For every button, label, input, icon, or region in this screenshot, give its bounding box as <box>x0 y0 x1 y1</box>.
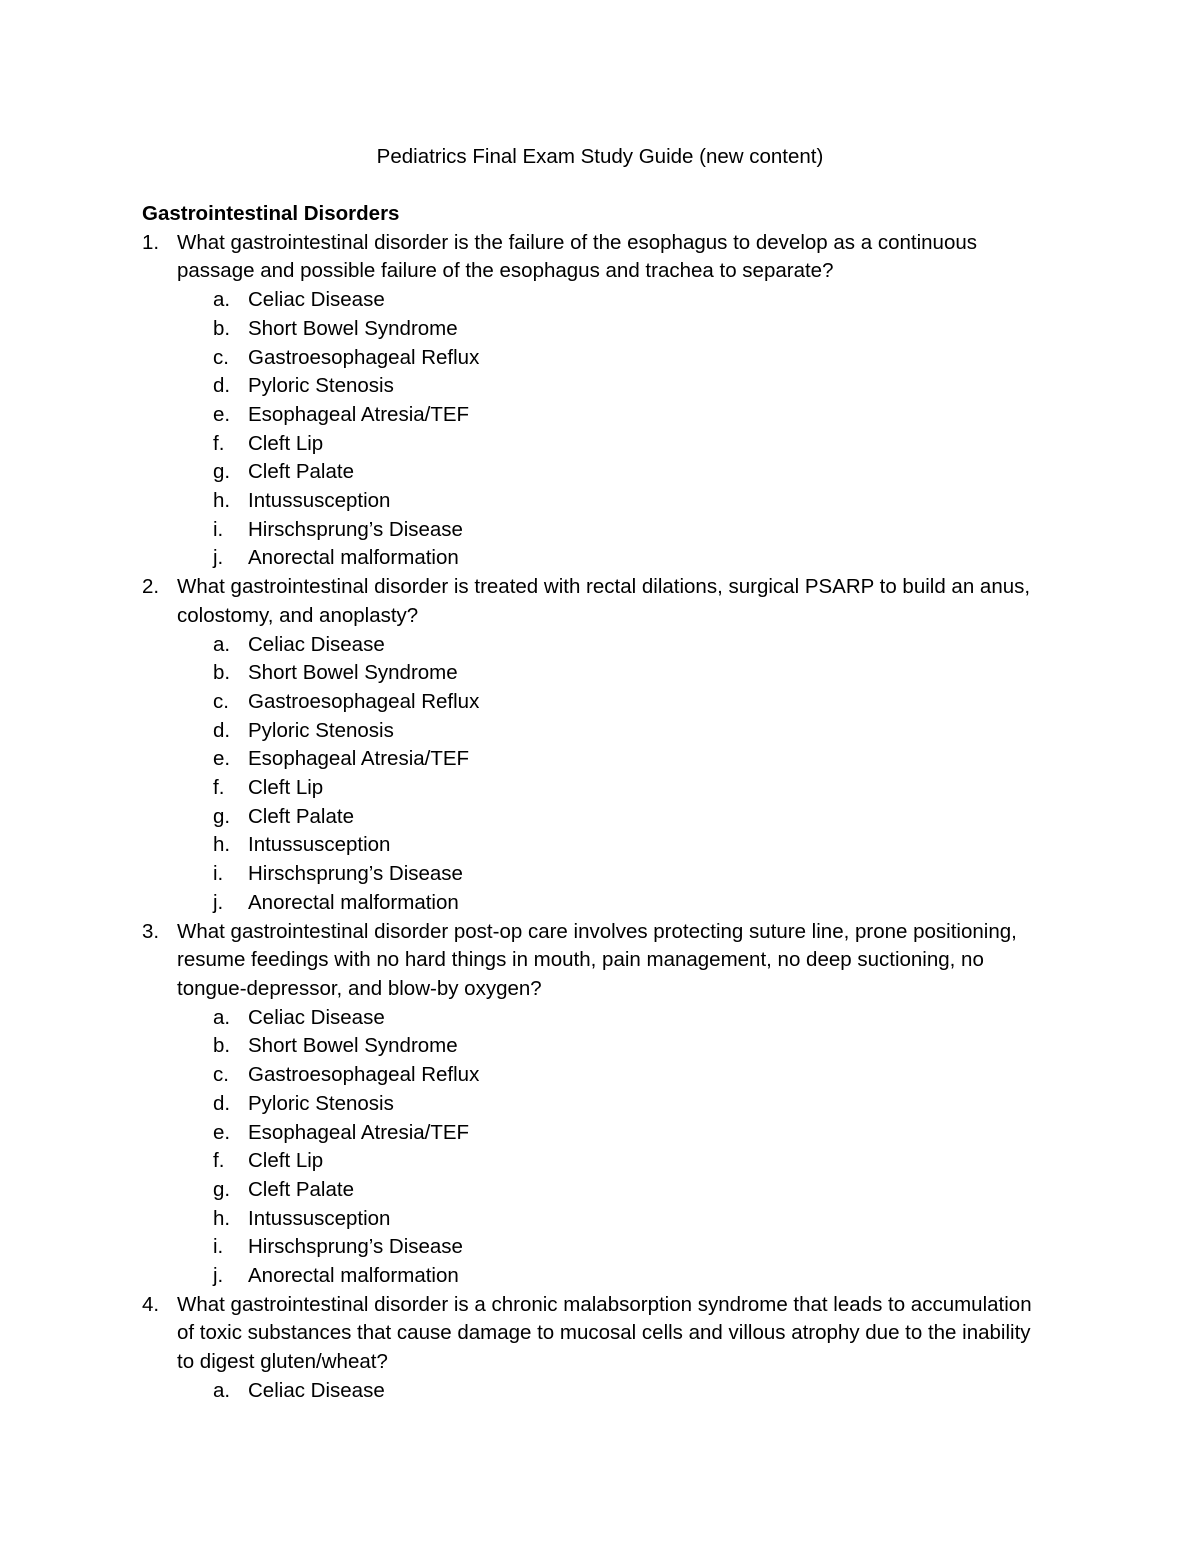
option-item <box>213 1090 1042 1119</box>
option-letter: g. <box>213 804 231 828</box>
option-item <box>213 487 1042 516</box>
option-item <box>213 717 1042 746</box>
option-item <box>213 458 1042 487</box>
option-letter: a. <box>213 288 231 312</box>
option-text: Gastroesophageal Reflux <box>248 345 480 369</box>
question-list <box>142 229 1042 1406</box>
option-item <box>213 372 1042 401</box>
option-letter: g. <box>213 460 231 484</box>
option-item <box>213 1176 1042 1205</box>
option-text: Short Bowel Syndrome <box>248 1034 458 1058</box>
option-item <box>213 1032 1042 1061</box>
option-letter: d. <box>213 374 231 398</box>
option-text: Intussusception <box>248 1206 391 1230</box>
option-item <box>213 860 1042 889</box>
option-letter: a. <box>213 1005 231 1029</box>
option-list <box>177 1004 1042 1291</box>
option-item <box>213 1205 1042 1234</box>
option-item <box>213 1262 1042 1291</box>
option-item <box>213 1061 1042 1090</box>
question-number: 4. <box>142 1292 160 1316</box>
option-text: Cleft Lip <box>248 1149 324 1173</box>
option-letter: e. <box>213 1120 231 1144</box>
option-item <box>213 516 1042 545</box>
option-letter: c. <box>213 1063 229 1087</box>
option-letter: j. <box>213 1264 224 1288</box>
option-text: Esophageal Atresia/TEF <box>248 402 470 426</box>
option-text: Anorectal malformation <box>248 546 459 570</box>
option-item <box>213 315 1042 344</box>
option-item <box>213 803 1042 832</box>
question-2 <box>142 573 1042 917</box>
option-item <box>213 1233 1042 1262</box>
option-text: Cleft Palate <box>248 1177 354 1201</box>
option-letter: j. <box>213 546 224 570</box>
option-item <box>213 544 1042 573</box>
option-text: Pyloric Stenosis <box>248 374 394 398</box>
question-text: What gastrointestinal disorder post-op care involves protecting suture line, prone positioning, resume feedings with no hard things in mouth, pain management, no deep suctioning, no tongue-depressor, and blow-by oxygen? <box>177 919 1017 1000</box>
option-text: Celiac Disease <box>248 1005 385 1029</box>
option-letter: d. <box>213 1091 231 1115</box>
option-letter: h. <box>213 1206 231 1230</box>
option-letter: i. <box>213 1235 224 1259</box>
document-title: Pediatrics Final Exam Study Guide (new content) <box>376 145 824 168</box>
option-letter: a. <box>213 632 231 656</box>
option-item <box>213 1004 1042 1033</box>
option-item <box>213 286 1042 315</box>
option-letter: f. <box>213 431 225 455</box>
option-text: Intussusception <box>248 833 391 857</box>
question-number: 1. <box>142 230 160 254</box>
question-3 <box>142 918 1042 1291</box>
option-letter: b. <box>213 1034 231 1058</box>
option-text: Cleft Palate <box>248 460 354 484</box>
option-text: Esophageal Atresia/TEF <box>248 747 470 771</box>
option-list <box>177 286 1042 573</box>
option-item <box>213 631 1042 660</box>
option-item <box>213 1147 1042 1176</box>
section-heading: Gastrointestinal Disorders <box>142 202 400 225</box>
option-letter: d. <box>213 718 231 742</box>
option-text: Anorectal malformation <box>248 1264 459 1288</box>
question-1 <box>142 229 1042 573</box>
option-text: Gastroesophageal Reflux <box>248 689 480 713</box>
option-item <box>213 831 1042 860</box>
option-letter: b. <box>213 661 231 685</box>
option-letter: i. <box>213 517 224 541</box>
option-item <box>213 889 1042 918</box>
document-content <box>142 200 1042 1406</box>
option-text: Anorectal malformation <box>248 890 459 914</box>
question-number: 2. <box>142 575 160 599</box>
option-letter: h. <box>213 489 231 513</box>
option-letter: c. <box>213 345 229 369</box>
option-item <box>213 1119 1042 1148</box>
option-letter: h. <box>213 833 231 857</box>
option-letter: c. <box>213 689 229 713</box>
option-letter: e. <box>213 402 231 426</box>
option-text: Pyloric Stenosis <box>248 1091 394 1115</box>
option-text: Gastroesophageal Reflux <box>248 1063 480 1087</box>
option-text: Cleft Lip <box>248 431 324 455</box>
question-number: 3. <box>142 919 160 943</box>
question-text: What gastrointestinal disorder is a chronic malabsorption syndrome that leads to accumulation of toxic substances that cause damage to mucosal cells and villous atrophy due to the inability to digest gluten/wheat? <box>177 1292 1032 1374</box>
question-4 <box>142 1291 1042 1406</box>
option-list <box>177 1377 1042 1406</box>
option-item <box>213 1377 1042 1406</box>
option-letter: i. <box>213 862 224 886</box>
option-text: Cleft Lip <box>248 776 324 800</box>
question-text: What gastrointestinal disorder is the failure of the esophagus to develop as a continuous passage and possible failure of the esophagus and trachea to separate? <box>177 230 977 283</box>
option-text: Short Bowel Syndrome <box>248 316 458 340</box>
option-text: Short Bowel Syndrome <box>248 661 458 685</box>
option-text: Pyloric Stenosis <box>248 718 394 742</box>
option-text: Hirschsprung’s Disease <box>248 517 463 541</box>
option-item <box>213 745 1042 774</box>
option-item <box>213 688 1042 717</box>
option-text: Esophageal Atresia/TEF <box>248 1120 470 1144</box>
option-letter: g. <box>213 1177 231 1201</box>
option-letter: j. <box>213 890 224 914</box>
option-item <box>213 659 1042 688</box>
option-item <box>213 344 1042 373</box>
option-letter: f. <box>213 776 225 800</box>
option-item <box>213 774 1042 803</box>
option-text: Cleft Palate <box>248 804 354 828</box>
option-item <box>213 401 1042 430</box>
option-text: Hirschsprung’s Disease <box>248 862 463 886</box>
option-letter: a. <box>213 1378 231 1402</box>
option-list <box>177 631 1042 918</box>
option-letter: b. <box>213 316 231 340</box>
option-item <box>213 430 1042 459</box>
option-letter: e. <box>213 747 231 771</box>
option-text: Celiac Disease <box>248 1378 385 1402</box>
option-letter: f. <box>213 1149 225 1173</box>
option-text: Hirschsprung’s Disease <box>248 1235 463 1259</box>
option-text: Celiac Disease <box>248 632 385 656</box>
option-text: Intussusception <box>248 489 391 513</box>
option-text: Celiac Disease <box>248 288 385 312</box>
question-text: What gastrointestinal disorder is treated with rectal dilations, surgical PSARP to build an anus, colostomy, and anoplasty? <box>177 575 1031 627</box>
